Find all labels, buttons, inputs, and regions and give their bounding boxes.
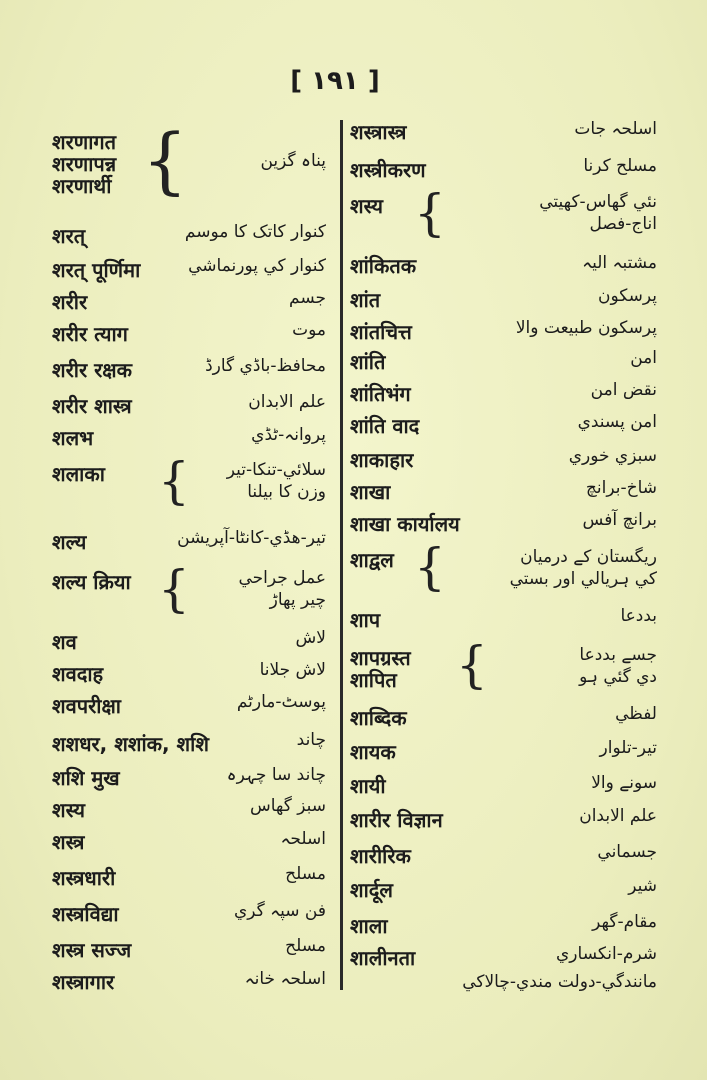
urdu-gloss: برانچ آفس — [582, 510, 657, 530]
headword: शवपरीक्षा — [52, 694, 121, 718]
urdu-gloss: چاند — [296, 730, 326, 750]
urdu-gloss: جسے بددعا — [579, 645, 657, 665]
headword: शलभ — [52, 426, 94, 450]
urdu-gloss: سبزي خوري — [568, 446, 657, 466]
headword: शस्य — [52, 798, 85, 822]
headword: शाद्वल — [350, 548, 394, 572]
headword: शशि मुख — [52, 766, 120, 790]
headword: शरीर रक्षक — [52, 358, 132, 382]
headword: शस्य — [350, 194, 383, 218]
urdu-gloss: پرسکون — [597, 286, 657, 306]
urdu-gloss: مقام-گھر — [592, 912, 657, 932]
headword: शरणापन्न — [52, 152, 117, 176]
urdu-gloss: پروانہ-ٹڈي — [251, 425, 326, 445]
headword: शरीर शास्त्र — [52, 394, 132, 418]
urdu-gloss: مسلح کرنا — [583, 156, 657, 176]
headword: शल्य — [52, 530, 87, 554]
urdu-gloss: محافظ-باڈي گارڈ — [205, 356, 326, 376]
urdu-gloss: ریگستان کے درمیان — [520, 547, 657, 567]
headword: शांकितक — [350, 254, 417, 278]
urdu-gloss: چیر پھاڑ — [269, 590, 326, 610]
urdu-gloss: فن سپہ گري — [234, 901, 326, 921]
urdu-gloss: علم الابدان — [579, 806, 657, 826]
urdu-gloss: سلائي-تنکا-تیر — [226, 460, 326, 480]
headword: शस्त्रास्त्र — [350, 120, 407, 144]
headword: शाब्दिक — [350, 706, 407, 730]
urdu-gloss: جسماني — [597, 842, 657, 862]
headword: शस्त्रधारी — [52, 866, 116, 890]
urdu-gloss: چاند سا چہرہ — [226, 765, 326, 785]
headword: शस्त्र — [52, 830, 85, 854]
grouping-brace: { — [414, 184, 446, 242]
grouping-brace: { — [158, 560, 190, 618]
headword: शाखा — [350, 480, 391, 504]
headword: शशधर, शशांक, शशि — [52, 732, 209, 756]
urdu-gloss: امن پسندي — [577, 412, 657, 432]
urdu-gloss: امن — [630, 348, 657, 368]
headword: शस्त्र सज्ज — [52, 938, 132, 962]
headword: शाला — [350, 914, 388, 938]
grouping-brace: { — [456, 636, 488, 694]
urdu-gloss: دي گئي ہو — [579, 667, 657, 687]
urdu-gloss: لاش — [295, 628, 326, 648]
headword: शरीर — [52, 290, 88, 314]
headword: शस्त्रागार — [52, 970, 115, 994]
headword: शाखा कार्यालय — [350, 512, 460, 536]
headword: शायक — [350, 740, 396, 764]
urdu-gloss: جسم — [289, 288, 326, 308]
urdu-gloss: اسلحہ — [280, 829, 326, 849]
urdu-gloss: پناہ گزین — [260, 151, 326, 171]
urdu-gloss: مسلح — [285, 864, 326, 884]
headword: शांतचित्त — [350, 320, 412, 344]
headword: शांति — [350, 350, 386, 374]
grouping-brace: { — [142, 118, 188, 202]
urdu-gloss: لاش جلانا — [259, 660, 326, 680]
headword: शरणार्थी — [52, 174, 112, 198]
headword: शरत् पूर्णिमा — [52, 258, 141, 282]
headword: शायी — [350, 774, 386, 798]
urdu-gloss: اسلحہ خانہ — [244, 969, 326, 989]
headword: शरणागत — [52, 130, 117, 154]
urdu-gloss: مسلح — [285, 936, 326, 956]
urdu-gloss: عمل جراحي — [238, 568, 326, 588]
urdu-gloss: علم الابدان — [248, 392, 326, 412]
page-number: [ ۱۹۱ ] — [290, 66, 380, 96]
headword: शवदाह — [52, 662, 104, 686]
urdu-gloss: مانندگي-دولت مندي-چالاکي — [462, 972, 657, 992]
urdu-gloss: سونے والا — [591, 773, 657, 793]
urdu-gloss: نئي گھاس-کھیتي — [539, 192, 657, 212]
headword: शालीनता — [350, 946, 416, 970]
grouping-brace: { — [414, 538, 446, 596]
urdu-gloss: مشتبہ الیہ — [582, 253, 657, 273]
urdu-gloss: شاخ-برانچ — [585, 478, 657, 498]
urdu-gloss: لفظي — [615, 704, 657, 724]
urdu-gloss: تیر-ھڈي-کانٹا-آپریشن — [177, 528, 326, 548]
urdu-gloss: موت — [292, 320, 326, 340]
urdu-gloss: پوسٹ-مارٹم — [236, 692, 326, 712]
headword: शारीर विज्ञान — [350, 808, 443, 832]
headword: शव — [52, 630, 77, 654]
urdu-gloss: کنوار کاتک کا موسم — [184, 222, 326, 242]
urdu-gloss: کنوار کي پورنماشي — [188, 256, 326, 276]
headword: शापित — [350, 668, 397, 692]
grouping-brace: { — [158, 452, 190, 510]
urdu-gloss: شیر — [628, 876, 657, 896]
headword: शांत — [350, 288, 381, 312]
headword: शस्त्रीकरण — [350, 158, 426, 182]
headword: शस्त्रविद्या — [52, 902, 119, 926]
urdu-gloss: اناج-فصل — [589, 214, 657, 234]
urdu-gloss: پرسکون طبیعت والا — [515, 318, 657, 338]
urdu-gloss: کي ہریالي اور بستي — [509, 569, 657, 589]
urdu-gloss: نقض امن — [590, 380, 657, 400]
urdu-gloss: وزن کا بیلنا — [247, 482, 326, 502]
headword: शाप — [350, 608, 381, 632]
headword: शांतिभंग — [350, 382, 411, 406]
headword: शरत् — [52, 224, 86, 248]
urdu-gloss: سبز گھاس — [249, 796, 326, 816]
headword: शापग्रस्त — [350, 646, 411, 670]
headword: शारीरिक — [350, 844, 411, 868]
urdu-gloss: بددعا — [620, 606, 657, 626]
urdu-gloss: شرم-انکساري — [556, 944, 657, 964]
headword: शांति वाद — [350, 414, 420, 438]
urdu-gloss: اسلحہ جات — [574, 119, 657, 139]
headword: शाकाहार — [350, 448, 414, 472]
urdu-gloss: تیر-تلوار — [599, 738, 657, 758]
column-divider — [340, 120, 343, 990]
headword: शल्य क्रिया — [52, 570, 131, 594]
headword: शलाका — [52, 462, 105, 486]
headword: शार्दूल — [350, 878, 393, 902]
headword: शरीर त्याग — [52, 322, 128, 346]
